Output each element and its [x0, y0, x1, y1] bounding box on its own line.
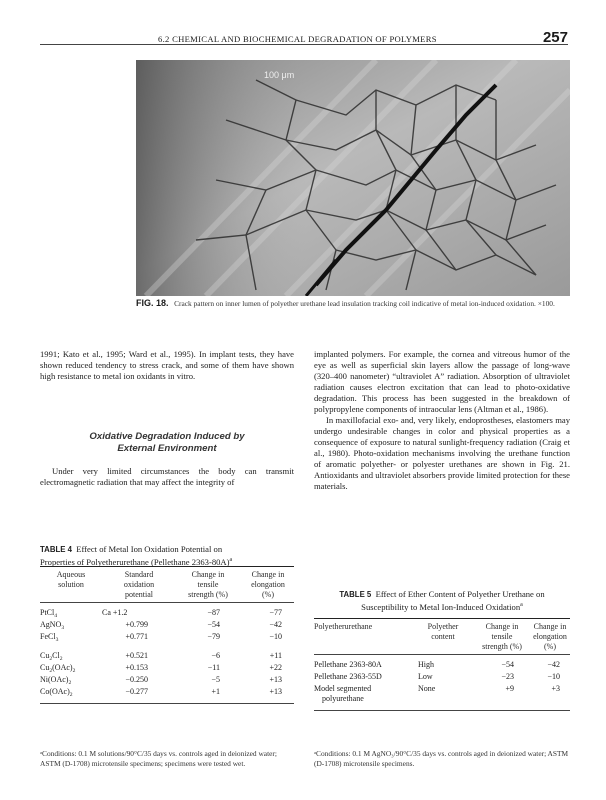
- running-head: [40, 30, 568, 52]
- table4-header-elongation: Change in elongation (%): [251, 570, 285, 599]
- figure-caption: [136, 298, 570, 309]
- page-number: 257: [542, 29, 568, 46]
- right-paragraph-1: implanted polymers. For example, the cornea and vitreous humor of the eye as well as superficial skin layers allow the passage of long-wave (320–400 nanometer) “ultraviolet A” radiation. Absorption of ultraviolet radiation causes electron excitation that can lead to photo-oxidative degradation. This process has been suggested in the breakdown of polypropylene components of intraocular lens (Altman et al., 1986).: [314, 349, 570, 414]
- table5-header-elongation: Change in elongation (%): [533, 622, 567, 651]
- table4-cell-elongation: +13: [269, 675, 282, 684]
- section-heading-line-1: Oxidative Degradation Induced by: [89, 431, 245, 442]
- table4-cell-potential: +0.153: [125, 663, 148, 672]
- table4-cell-solution: $Cu_2Cl_2$: [40, 651, 63, 662]
- table4-cell-potential: +0.799: [125, 620, 148, 629]
- table4-cell-tensile: −5: [211, 675, 220, 684]
- table4-cell-potential: −0.250: [125, 675, 148, 684]
- table4-header-solution: Aqueous solution: [56, 570, 86, 589]
- header-rule: [40, 44, 568, 45]
- table5-cell-elongation: −42: [547, 660, 560, 669]
- table4-cell-solution: $Co(OAc)_2$: [40, 687, 73, 698]
- table5: [314, 618, 570, 746]
- left-column-text-2: [40, 466, 294, 488]
- table4-cell-tensile: −6: [211, 651, 220, 660]
- table4-footnote: ᵃConditions: 0.1 M solutions/90°C/35 days vs. controls aged in deionized water; ASTM (D-1708) microtensile specimens; specimens were tested wet.: [40, 749, 277, 768]
- table4-title-line-2: Properties of Polyetherurethane (Pellethane 2363-80A): [40, 556, 230, 567]
- table5-title-line-2: Susceptibility to Metal Ion-Induced Oxidation: [361, 601, 521, 612]
- left-column-text: [40, 349, 294, 382]
- figure-caption-text: Crack pattern on inner lumen of polyether urethane lead insulation tracking coil indicative of metal ion-induced oxidation. ×100.: [174, 299, 555, 308]
- left-paragraph-1: 1991; Kato et al., 1995; Ward et al., 1995). In implant tests, they have shown reduced tendency to stress crack, and some of them have shown high resistance to metal ion oxidants in vitro.: [40, 349, 294, 381]
- table4-cell-potential: Ca +1.2: [102, 608, 128, 617]
- table4-cell-elongation: −77: [269, 608, 282, 617]
- table5-title-footnote-mark: a: [520, 602, 523, 608]
- table4-label: TABLE 4: [40, 545, 72, 554]
- table4-cell-potential: +0.521: [125, 651, 148, 660]
- table4-cell-tensile: +1: [211, 687, 220, 696]
- table4-cell-tensile: −11: [207, 663, 220, 672]
- table4-cell-elongation: +22: [269, 663, 282, 672]
- table4-cell-solution: $Cu_2(OAc)_2$: [40, 663, 76, 674]
- right-column-text: [314, 349, 570, 492]
- table5-title: [314, 589, 570, 613]
- table5-cell-elongation: −10: [547, 672, 560, 681]
- table5-top-rule: [314, 618, 570, 619]
- table4-cell-solution: FeCl$_3$: [40, 632, 59, 643]
- table4-cell-tensile: −79: [207, 632, 220, 641]
- table4-cell-elongation: +11: [269, 651, 282, 660]
- section-heading: [40, 431, 294, 455]
- table4-header-rule: [40, 602, 294, 603]
- table4-top-rule: [40, 566, 294, 567]
- table4-title: [40, 544, 294, 568]
- section-heading-line-2: External Environment: [117, 443, 217, 454]
- figure-micrograph: [136, 60, 570, 296]
- table5-title-line-1: Effect of Ether Content of Polyether Urethane on: [375, 589, 545, 599]
- table5-cell-tensile: −23: [501, 672, 514, 681]
- table5-header-content: Polyether content: [427, 622, 459, 641]
- table4: [40, 566, 294, 748]
- table4-cell-elongation: −10: [269, 632, 282, 641]
- photo-scale-label: 100 μm: [264, 70, 295, 80]
- table5-header-rule: [314, 654, 570, 655]
- table5-cell-name: Pellethane 2363-80A: [314, 660, 382, 669]
- left-paragraph-2: Under very limited circumstances the body can transmit electromagnetic radiation that may affect the integrity of: [40, 466, 294, 487]
- table5-cell-content: High: [418, 660, 434, 669]
- table5-cell-elongation: +3: [551, 684, 560, 693]
- running-title: 6.2 CHEMICAL AND BIOCHEMICAL DEGRADATION OF POLYMERS: [158, 34, 437, 44]
- table5-header-name: Polyetherurethane: [314, 622, 373, 631]
- table4-cell-potential: −0.277: [125, 687, 148, 696]
- right-paragraph-2: In maxillofacial exo- and, very likely, endoprostheses, elastomers may undergo undesirable changes in color and physical properties as a consequence of exposure to natural sunlight-frequency radiation (Craig et al., 1980). Photo-oxidation mechanisms involving the urethane function of aromatic polyether- or polyester urethanes are shown in Fig. 21. Antioxidants and ultraviolet absorbers provide limited protection for these materials.: [314, 415, 570, 491]
- table5-cell-name: Model segmented polyurethane: [314, 684, 372, 703]
- table4-bottom-rule: [40, 703, 294, 704]
- table5-cell-tensile: +9: [505, 684, 514, 693]
- table5-cell-name: Pellethane 2363-55D: [314, 672, 382, 681]
- table4-cell-solution: PtCl$_4$: [40, 608, 58, 619]
- table4-cell-solution: $Ni(OAc)_2$: [40, 675, 72, 686]
- table4-cell-potential: +0.771: [125, 632, 148, 641]
- table4-cell-elongation: −42: [269, 620, 282, 629]
- table4-header-potential: Standard oxidation potential: [123, 570, 155, 599]
- table5-header-tensile: Change in tensile strength (%): [482, 622, 522, 651]
- figure-label: FIG. 18.: [136, 298, 169, 308]
- table4-title-footnote-mark: a: [229, 557, 233, 563]
- table4-title-line-1: Effect of Metal Ion Oxidation Potential on: [76, 544, 223, 554]
- table5-label: TABLE 5: [339, 590, 372, 599]
- table5-cell-content: None: [418, 684, 436, 693]
- table4-header-tensile: Change in tensile strength (%): [188, 570, 228, 599]
- table4-cell-elongation: +13: [269, 687, 282, 696]
- table5-bottom-rule: [314, 710, 570, 711]
- table5-footnote: ᵃConditions: 0.1 M AgNO₃/90°C/35 days vs. controls aged in deionized water; ASTM (D-1708) microtensile specimens.: [314, 749, 569, 768]
- table4-cell-solution: AgNO$_3$: [40, 620, 65, 631]
- table4-cell-tensile: −87: [207, 608, 220, 617]
- table4-cell-tensile: −54: [207, 620, 220, 629]
- table5-cell-tensile: −54: [501, 660, 514, 669]
- table5-cell-content: Low: [418, 672, 433, 681]
